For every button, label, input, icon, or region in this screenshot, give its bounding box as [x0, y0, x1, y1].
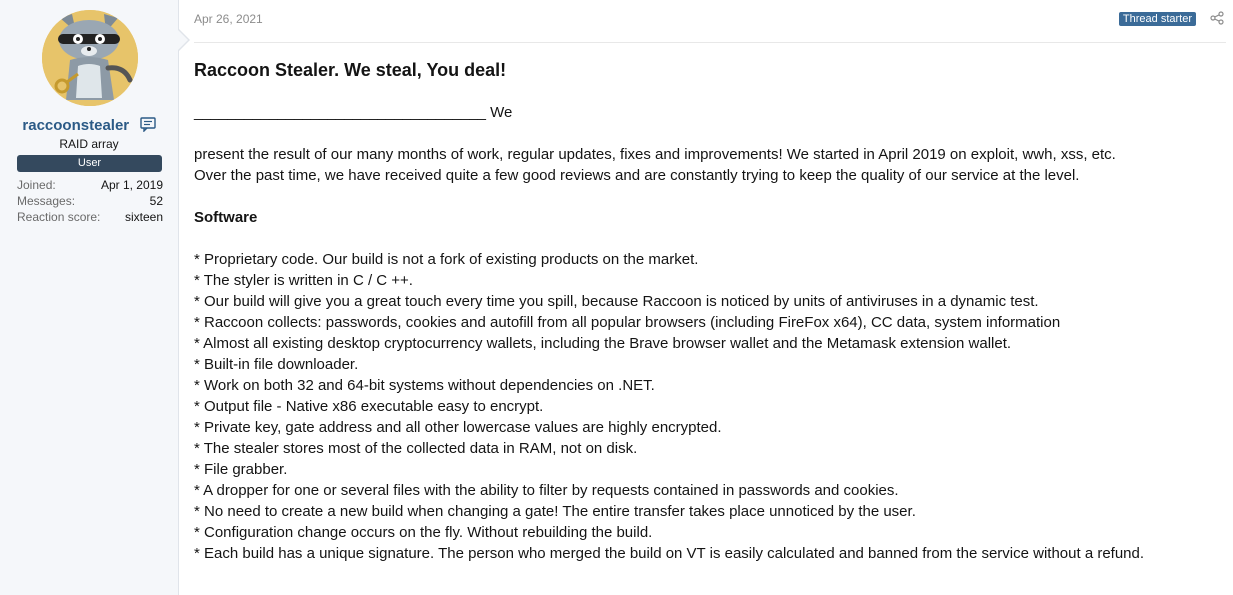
stat-messages	[17, 193, 163, 209]
post-body	[194, 58, 1224, 564]
stat-value[interactable]: 52	[149, 194, 163, 208]
stat-label: Reaction score:	[17, 210, 101, 224]
feature-item: * The stealer stores most of the collected data in RAM, not on disk.	[194, 440, 638, 457]
feature-item: * Proprietary code. Our build is not a fork of existing products on the market.	[194, 251, 699, 268]
user-sidebar	[0, 0, 179, 595]
stat-reaction-score	[17, 209, 163, 225]
post-header	[194, 11, 1226, 43]
feature-item: * Built-in file downloader.	[194, 356, 359, 373]
feature-item: * Work on both 32 and 64-bit systems without dependencies on .NET.	[194, 377, 655, 394]
stat-label: Messages:	[17, 194, 76, 208]
user-avatar[interactable]	[42, 10, 138, 106]
feature-item: * File grabber.	[194, 461, 288, 478]
stat-joined	[17, 177, 163, 193]
paragraph: Over the past time, we have received quite a few good reviews and are constantly trying to keep the quality of our service at the level.	[194, 167, 1080, 184]
user-stats	[17, 177, 163, 225]
feature-item: * Output file - Native x86 executable easy to encrypt.	[194, 398, 544, 415]
user-title: RAID array	[59, 137, 119, 151]
username-row	[0, 117, 178, 137]
post-date[interactable]: Apr 26, 2021	[194, 12, 263, 26]
feature-item: * A dropper for one or several files with the ability to filter by requests contained in passwords and cookies.	[194, 482, 899, 499]
feature-item: * Each build has a unique signature. The person who merged the build on VT is easily calculated and banned from the service without a refund.	[194, 545, 1145, 562]
intro-line: ___________________________________ We	[194, 104, 513, 121]
feature-item: * Almost all existing desktop cryptocurrency wallets, including the Brave browser wallet and the Metamask extension wallet.	[194, 335, 1012, 352]
stat-value: Apr 1, 2019	[100, 178, 163, 192]
feature-item: * Private key, gate address and all other lowercase values are highly encrypted.	[194, 419, 722, 436]
post-arrow	[178, 30, 188, 50]
feature-item: * Raccoon collects: passwords, cookies and autofill from all popular browsers (including FireFox x64), CC data, system information	[194, 314, 1061, 331]
feature-item: * Configuration change occurs on the fly. Without rebuilding the build.	[194, 524, 653, 541]
spacer	[194, 228, 1224, 249]
spacer	[194, 186, 1224, 207]
stat-value: sixteen	[124, 210, 163, 224]
raccoon-avatar-image	[42, 10, 138, 106]
stat-label: Joined:	[17, 178, 56, 192]
post-title: Raccoon Stealer. We steal, You deal!	[194, 60, 507, 80]
feature-item: * Our build will give you a great touch every time you spill, because Raccoon is noticed by units of antiviruses in a dynamic test.	[194, 293, 1039, 310]
message-icon[interactable]	[140, 117, 156, 137]
spacer	[194, 123, 1224, 144]
user-banner: User	[17, 155, 162, 172]
feature-item: * No need to create a new build when changing a gate! The entire transfer takes place unnoticed by the user.	[194, 503, 916, 520]
share-icon[interactable]	[1210, 11, 1224, 30]
username-link[interactable]: raccoonstealer	[22, 117, 130, 134]
feature-item: * The styler is written in C / C ++.	[194, 272, 413, 289]
paragraph: present the result of our many months of work, regular updates, fixes and improvements! We started in April 2019 on exploit, wwh, xss, etc.	[194, 146, 1116, 163]
thread-starter-badge: Thread starter	[1119, 12, 1196, 26]
section-title: Software	[194, 209, 258, 226]
